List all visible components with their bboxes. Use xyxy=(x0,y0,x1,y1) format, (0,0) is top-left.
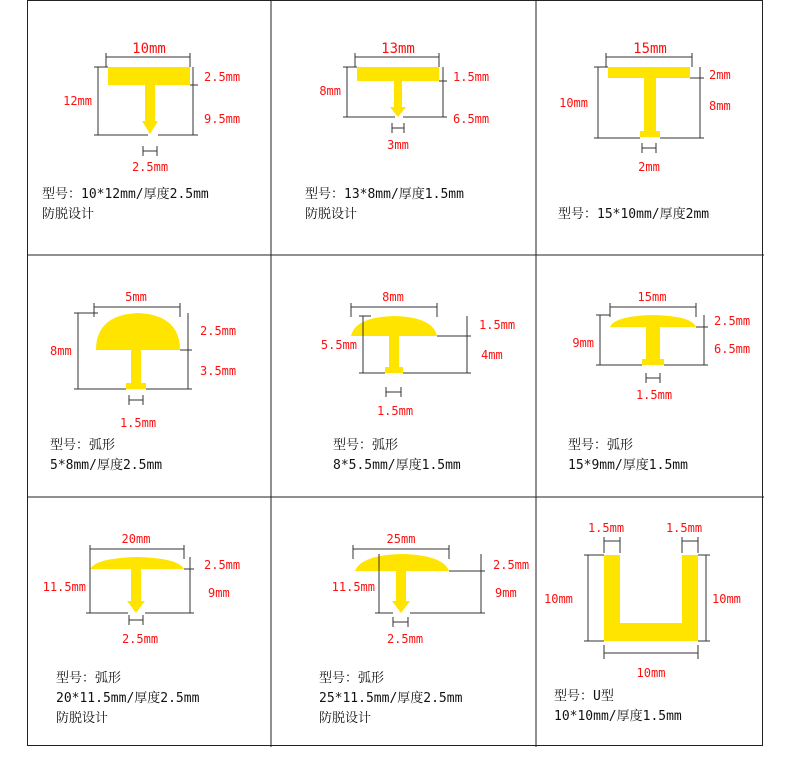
arc-profile-stem xyxy=(127,569,145,613)
dim-stem-label: 6.5mm xyxy=(453,112,490,126)
caption-line: 型号：15*10mm/厚度2mm xyxy=(558,207,710,222)
arc-profile-cap xyxy=(90,557,184,569)
dim-stem-label: 4mm xyxy=(481,348,503,362)
dim-base-label: 2.5mm xyxy=(121,632,159,646)
dim-height-label: 12mm xyxy=(63,94,92,108)
u-profile xyxy=(604,555,698,641)
dim-width-label: 10mm xyxy=(636,666,666,680)
dim-stem-label: 9mm xyxy=(208,586,230,600)
caption-line: 防脱设计 xyxy=(319,711,372,726)
caption xyxy=(305,185,464,225)
dim-top-label: 2.5mm xyxy=(204,70,241,84)
dim-width-label: 20mm xyxy=(121,532,151,546)
t-profile-cap xyxy=(608,67,690,78)
dim-height-label: 8mm xyxy=(50,344,72,358)
dim-base-label: 1.5mm xyxy=(635,388,673,402)
dim-top-label: 2mm xyxy=(709,68,731,82)
dim-base-label: 2.5mm xyxy=(386,632,424,646)
dim-width-label: 10mm xyxy=(132,41,166,57)
t-profile-stem xyxy=(142,85,158,134)
dim-wall-left-label: 1.5mm xyxy=(587,521,625,535)
dim-width-label: 25mm xyxy=(386,532,416,546)
caption xyxy=(333,436,461,476)
caption xyxy=(50,436,162,476)
caption xyxy=(319,669,462,729)
t-profile-cap xyxy=(108,67,190,85)
caption-line: 25*11.5mm/厚度2.5mm xyxy=(319,691,463,706)
arc-profile-cap xyxy=(355,554,449,571)
caption-line: 防脱设计 xyxy=(56,711,109,726)
dim-height-right-label: 10mm xyxy=(712,592,741,606)
dim-width-label: 13mm xyxy=(381,41,415,57)
dim-wall-right-label: 1.5mm xyxy=(665,521,703,535)
dim-stem-label: 9mm xyxy=(495,586,517,600)
cell-t-10x12 xyxy=(28,1,271,255)
caption-line: 型号：13*8mm/厚度1.5mm xyxy=(305,187,464,202)
cell-arc-25x11.5 xyxy=(271,497,536,747)
t-profile-stem xyxy=(640,78,660,137)
arc-profile-cap xyxy=(96,313,180,350)
dim-height-label: 10mm xyxy=(559,96,588,110)
dim-stem-label: 6.5mm xyxy=(714,342,751,356)
dim-top-label: 2.5mm xyxy=(714,314,751,328)
dim-height-label: 8mm xyxy=(319,84,341,98)
caption-line: 15*9mm/厚度1.5mm xyxy=(568,458,688,473)
dim-base-label: 3mm xyxy=(387,138,409,152)
caption-line: 型号：弧形 xyxy=(333,438,399,453)
dim-width-label: 5mm xyxy=(125,290,147,304)
dim-height-label: 11.5mm xyxy=(42,580,86,594)
caption-line: 防脱设计 xyxy=(305,207,358,222)
dim-width-label: 15mm xyxy=(637,290,667,304)
caption xyxy=(42,185,209,225)
caption-line: 10*10mm/厚度1.5mm xyxy=(554,709,682,724)
t-profile-stem xyxy=(390,81,406,117)
caption-line: 型号：U型 xyxy=(554,689,614,704)
caption-line: 型号：10*12mm/厚度2.5mm xyxy=(42,187,209,202)
cell-arc-8x5.5 xyxy=(271,255,536,497)
caption-line: 5*8mm/厚度2.5mm xyxy=(50,458,163,473)
dim-height-left-label: 10mm xyxy=(544,592,573,606)
caption xyxy=(568,436,688,476)
dim-base-label: 2.5mm xyxy=(131,160,169,174)
dim-stem-label: 9.5mm xyxy=(204,112,241,126)
cell-t-13x8 xyxy=(271,1,536,255)
dim-top-label: 2.5mm xyxy=(204,558,241,572)
arc-profile-stem xyxy=(642,327,664,365)
arc-profile-cap xyxy=(610,315,696,327)
dim-height-label: 5.5mm xyxy=(320,338,357,352)
cell-arc-15x9 xyxy=(536,255,764,497)
arc-profile-stem xyxy=(392,571,410,613)
dim-width-label: 8mm xyxy=(382,290,404,304)
caption-line: 型号：弧形 xyxy=(50,438,116,453)
dim-top-label: 1.5mm xyxy=(479,318,516,332)
product-grid xyxy=(27,0,763,746)
dim-base-label: 1.5mm xyxy=(119,416,157,430)
dim-top-label: 2.5mm xyxy=(493,558,530,572)
dim-top-label: 1.5mm xyxy=(453,70,490,84)
arc-profile-stem xyxy=(126,350,146,389)
caption-line: 型号：弧形 xyxy=(56,671,122,686)
arc-profile-stem xyxy=(385,336,403,373)
caption-line: 20*11.5mm/厚度2.5mm xyxy=(56,691,200,706)
cell-arc-20x11.5 xyxy=(28,497,271,747)
dim-height-label: 11.5mm xyxy=(331,580,375,594)
t-profile-cap xyxy=(357,67,439,81)
arc-profile-cap xyxy=(351,316,437,336)
caption xyxy=(558,205,709,225)
caption-line: 防脱设计 xyxy=(42,207,95,222)
caption xyxy=(554,687,682,727)
dim-width-label: 15mm xyxy=(633,41,667,57)
dim-stem-label: 8mm xyxy=(709,99,731,113)
cell-arc-5x8 xyxy=(28,255,271,497)
caption-line: 8*5.5mm/厚度1.5mm xyxy=(333,458,461,473)
caption-line: 型号：弧形 xyxy=(568,438,634,453)
dim-base-label: 2mm xyxy=(638,160,660,174)
caption xyxy=(56,669,199,729)
cell-t-15x10 xyxy=(536,1,764,255)
dim-height-label: 9mm xyxy=(572,336,594,350)
dim-top-label: 2.5mm xyxy=(200,324,237,338)
cell-u-10x10 xyxy=(536,497,764,747)
caption-line: 型号：弧形 xyxy=(319,671,385,686)
dim-base-label: 1.5mm xyxy=(376,404,414,418)
dim-stem-label: 3.5mm xyxy=(200,364,237,378)
